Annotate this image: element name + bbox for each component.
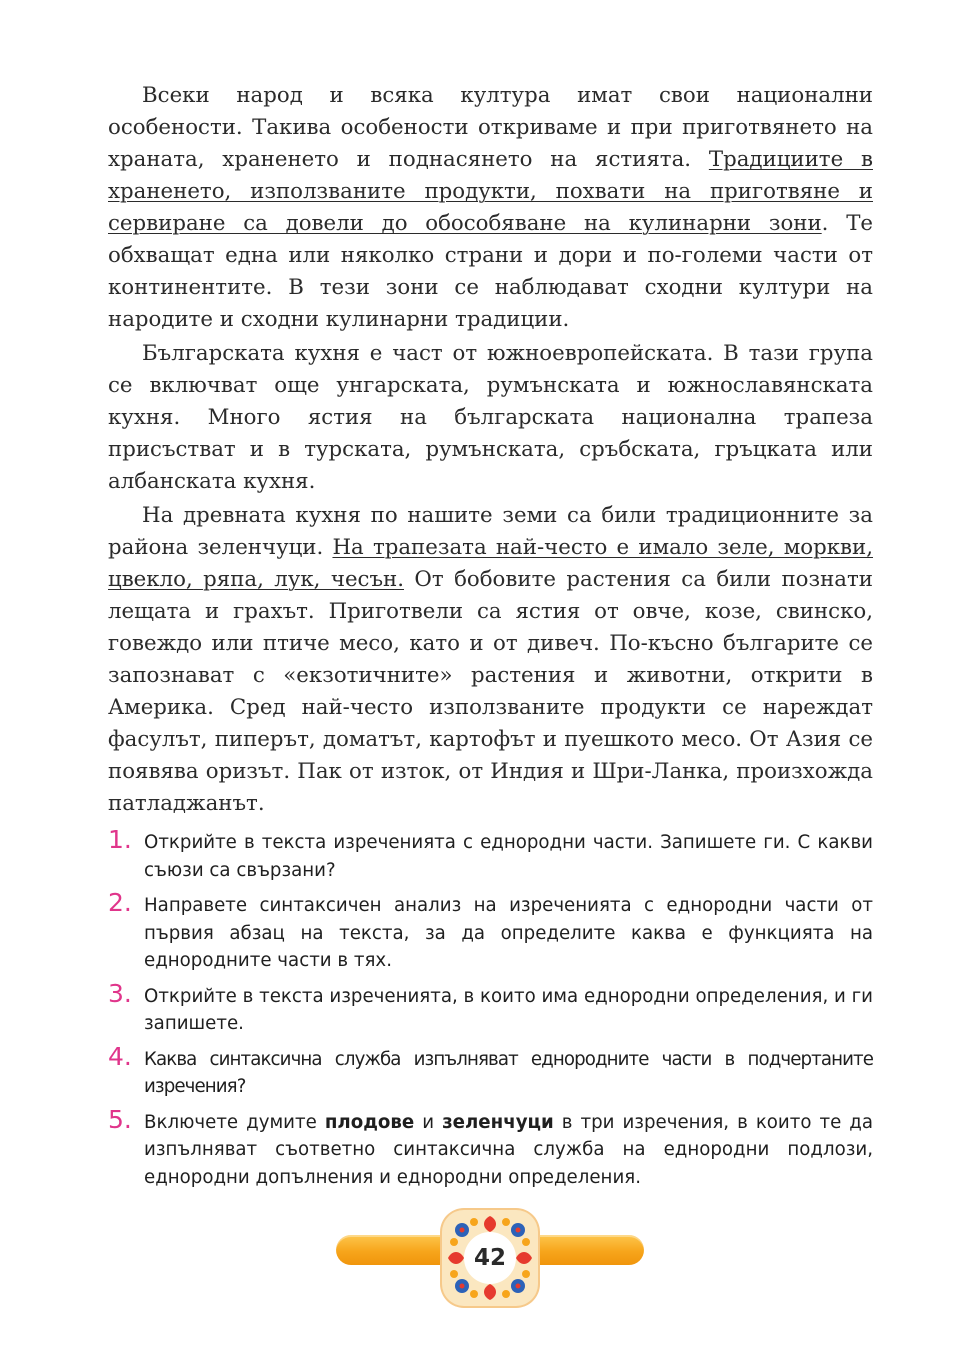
page-footer	[336, 1208, 644, 1308]
reading-text	[108, 80, 873, 822]
underlined-sentence-2: На трапезата най-често е имало зеле, моркви, цвекло, ряпа, лук, чесън.	[108, 535, 873, 592]
exercise-text: Каква синтаксична служба изпълняват еднородните части в подчертаните изречения?	[144, 1048, 873, 1097]
exercise-text: Включете думите плодове и зеленчуци в три изречения, в които те да изпълняват съответно синтаксична служба на еднородни подлози, еднородни допълнения и еднородни определения.	[144, 1111, 874, 1188]
exercise-4	[108, 1041, 873, 1101]
exercise-3	[108, 978, 874, 1038]
exercise-number: 4.	[108, 1041, 132, 1071]
exercise-1	[108, 825, 873, 884]
exercise-text: Открийте в текста изреченията, в които има еднородни определения, и ги запишете.	[144, 985, 874, 1034]
underlined-sentence-1: Традициите в храненето, използваните продукти, похвати на приготвяне и сервиране са довели до обособяване на кулинарни зони	[108, 147, 873, 236]
exercise-number: 5.	[108, 1104, 132, 1134]
exercise-text: Открийте в текста изреченията с еднородни части. Запишете ги. С какви съюзи са свързани?	[144, 832, 873, 881]
paragraph-3: На древната кухня по нашите земи са били традиционните за района зеленчуци. На трапезата най-често е имало зеле, моркви, цвекло, ряпа, лук, чесън. От бобовите растения са били познати лещата и грахът. Приготвели са ястия от овче, козе, свинско, говеждо или птиче месо, като и от дивеч. По-късно българите се запознават с «екзотичните» растения и животни, открити в Америка. Сред най-често използваните продукти се нареждат фасулът, пиперът, доматът, картофът и пуешкото месо. От Азия се появява оризът. Пак от изток, от Индия и Шри-Ланка, произхожда патладжанът.	[108, 503, 873, 816]
exercise-list	[108, 825, 874, 1199]
exercise-number: 3.	[108, 978, 132, 1008]
exercise-2	[108, 888, 873, 975]
paragraph-2: Българската кухня е част от южноевропейската. В тази група се включват още унгарската, румънската и южнославянската кухня. Много ястия на българската национална трапеза присъстват и в турската, румънската, сръбската, гръцката или албанската кухня.	[108, 341, 873, 494]
page-number: 42	[464, 1232, 516, 1284]
exercise-number: 1.	[108, 825, 132, 854]
exercise-number: 2.	[108, 888, 132, 917]
bold-word: плодове	[324, 1111, 415, 1133]
exercise-5	[108, 1104, 874, 1192]
paragraph-1: Всеки народ и всяка култура имат свои национални особености. Такива особености откриваме и при приготвянето на храната, храненето и поднасянето на ястията. Традициите в храненето, използваните продукти, похвати на приготвяне и сервиране са довели до обособяване на кулинарни зони. Те обхващат една или няколко страни и дори и по-големи части от континентите. В тези зони се наблюдават сходни култури на народите и сходни кулинарни традиции.	[108, 83, 873, 332]
exercise-text: Направете синтаксичен анализ на изреченията с еднородни части от първия абзац на текста, за да определите каква е функцията на еднородните части в тях.	[144, 895, 873, 971]
bold-word: зеленчуци	[442, 1111, 554, 1133]
